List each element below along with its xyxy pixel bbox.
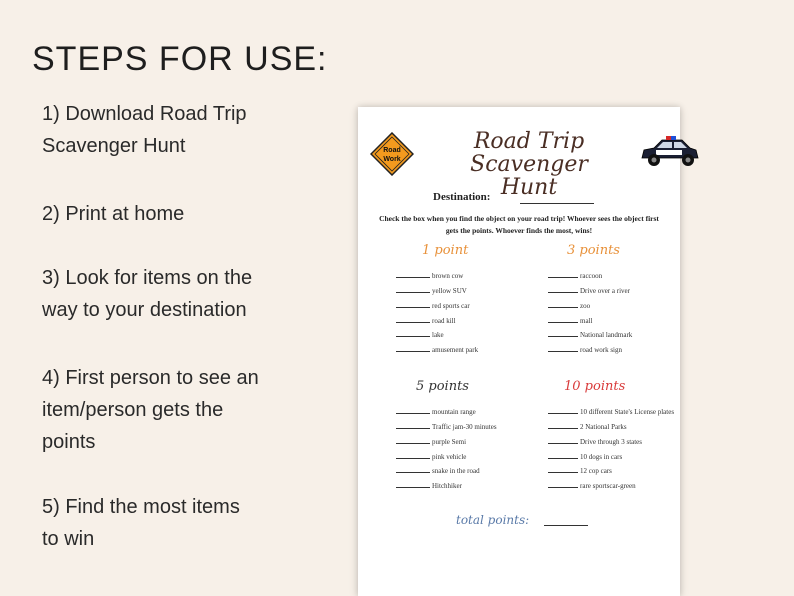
item-1pt-6: amusement park xyxy=(396,344,478,356)
step-4 xyxy=(42,362,292,458)
step-5-line-1: 5) Find the most items xyxy=(42,496,240,518)
sheet-title-line-2: Hunt xyxy=(500,175,558,200)
item-10pt-5: 12 cop cars xyxy=(548,465,612,477)
step-1-line-1: 1) Download Road Trip xyxy=(42,103,247,125)
step-1-line-2: Scavenger Hunt xyxy=(42,135,186,157)
category-title-5-points: 5 points xyxy=(416,379,469,394)
item-1pt-3: red sports car xyxy=(396,300,470,312)
item-1pt-4: road kill xyxy=(396,315,456,327)
item-5pt-1: mountain range xyxy=(396,406,476,418)
item-10pt-3: Drive through 3 states xyxy=(548,436,642,448)
item-1pt-1: brown cow xyxy=(396,270,463,282)
scavenger-hunt-sheet xyxy=(358,107,680,596)
instructions: Check the box when you find the object on your road trip! Whoever sees the object first gets the points. Whoever finds the most, wins! xyxy=(379,214,659,235)
item-10pt-1: 10 different State's License plates xyxy=(548,406,674,418)
total-points-label: total points: xyxy=(456,513,530,527)
destination-blank xyxy=(520,203,594,204)
item-5pt-5: snake in the road xyxy=(396,465,480,477)
step-3-line-1: 3) Look for items on the xyxy=(42,267,253,289)
road-work-sign-icon xyxy=(370,132,414,176)
step-3-line-2: way to your destination xyxy=(42,299,247,321)
item-5pt-4: pink vehicle xyxy=(396,451,466,463)
sheet-title-line-1: Road Trip Scavenger xyxy=(470,129,588,177)
sign-text-line-1: Road xyxy=(383,147,401,154)
item-5pt-6: Hitchhiker xyxy=(396,480,462,492)
step-1 xyxy=(42,98,292,162)
step-5-line-2: to win xyxy=(42,528,95,550)
item-3pt-4: mall xyxy=(548,315,592,327)
item-3pt-6: road work sign xyxy=(548,344,622,356)
step-2 xyxy=(42,198,292,230)
category-title-1-point: 1 point xyxy=(422,243,469,258)
item-3pt-5: National landmark xyxy=(548,329,632,341)
item-3pt-2: Drive over a river xyxy=(548,285,630,297)
destination-label: Destination: xyxy=(433,191,491,203)
step-2-line-1: 2) Print at home xyxy=(42,203,185,225)
item-1pt-2: yellow SUV xyxy=(396,285,467,297)
item-10pt-2: 2 National Parks xyxy=(548,421,627,433)
police-car-icon xyxy=(638,132,700,172)
category-title-10-points: 10 points xyxy=(564,379,626,394)
step-4-line-2: item/person gets the xyxy=(42,399,224,421)
step-3 xyxy=(42,262,292,326)
steps-heading: STEPS FOR USE: xyxy=(32,40,328,78)
total-points-blank xyxy=(544,525,588,526)
step-4-line-1: 4) First person to see an xyxy=(42,367,259,389)
step-4-line-3: points xyxy=(42,431,96,453)
item-3pt-3: zoo xyxy=(548,300,590,312)
item-5pt-3: purple Semi xyxy=(396,436,466,448)
sign-text-line-2: Work xyxy=(383,156,401,163)
item-1pt-5: lake xyxy=(396,329,444,341)
step-5 xyxy=(42,491,292,555)
item-10pt-6: rare sportscar-green xyxy=(548,480,636,492)
category-title-3-points: 3 points xyxy=(567,243,620,258)
item-5pt-2: Traffic jam-30 minutes xyxy=(396,421,497,433)
sheet-title xyxy=(418,130,640,199)
item-3pt-1: raccoon xyxy=(548,270,602,282)
item-10pt-4: 10 dogs in cars xyxy=(548,451,622,463)
